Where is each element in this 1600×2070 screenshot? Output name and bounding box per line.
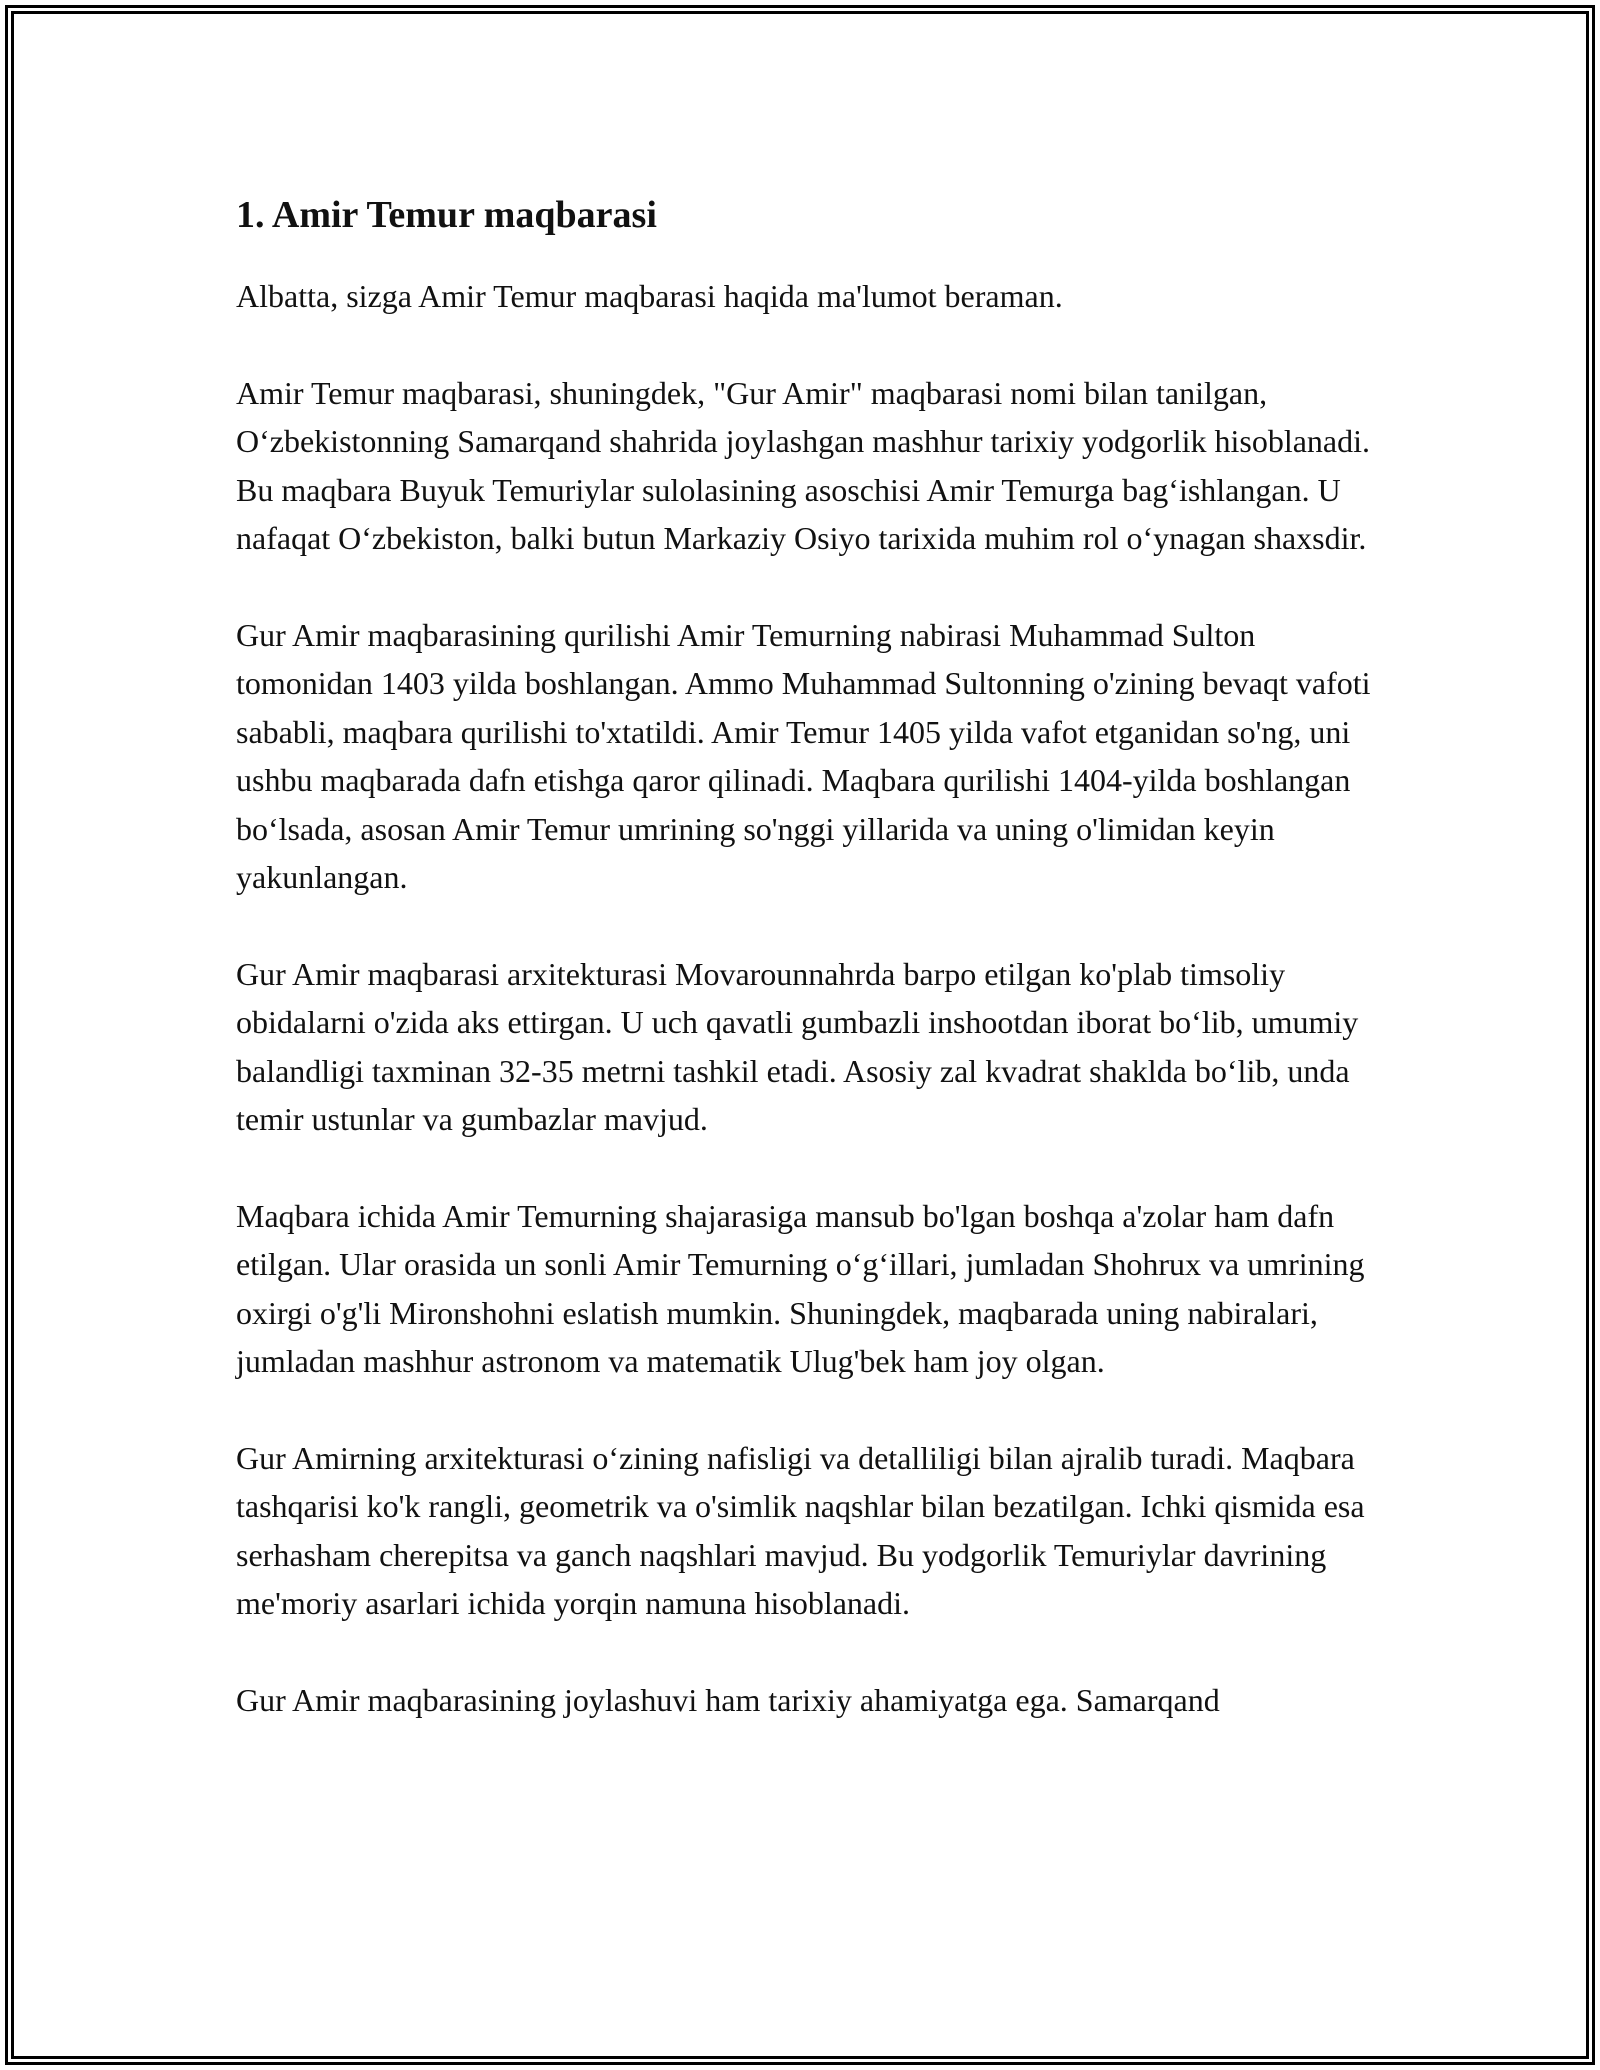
document-body: [236, 188, 1386, 1772]
paragraph-architecture: Gur Amir maqbarasi arxitekturasi Movarounnahrda barpo etilgan ko'plab timsoliy obidalarni o'zida aks ettirgan. U uch qavatli gumbazli inshootdan iborat bo‘lib, umumiy balandligi taxminan 32-35 metrni tashkil etadi. Asosiy zal kvadrat shaklda bo‘lib, unda temir ustunlar va gumbazlar mavjud.: [236, 955, 1359, 1137]
paragraph-intro: Albatta, sizga Amir Temur maqbarasi haqida ma'lumot beraman.: [236, 278, 1063, 314]
paragraph-decoration: Gur Amirning arxitekturasi o‘zining nafisligi va detalliligi bilan ajralib turadi. Maqbara tashqarisi ko'k rangli, geometrik va o'simlik naqshlar bilan bezatilgan. Ichki qismida esa serhasham cherepitsa va ganch naqshlari mavjud. Bu yodgorlik Temuriylar davrining me'moriy asarlari ichida yorqin namuna hisoblanadi.: [236, 1439, 1365, 1621]
document-heading: 1. Amir Temur maqbarasi: [236, 194, 657, 236]
paragraph-burials: Maqbara ichida Amir Temurning shajarasiga mansub bo'lgan boshqa a'zolar ham dafn etilgan. Ular orasida un sonli Amir Temurning o‘g‘illari, jumladan Shohrux va umrining oxirgi o'g'li Mironshohni eslatish mumkin. Shuningdek, maqbarada uning nabiralari, jumladan mashhur astronom va matematik Ulug'bek ham joy olgan.: [236, 1197, 1365, 1379]
paragraph-overview: Amir Temur maqbarasi, shuningdek, "Gur Amir" maqbarasi nomi bilan tanilgan, O‘zbekistonning Samarqand shahrida joylashgan mashhur tarixiy yodgorlik hisoblanadi. Bu maqbara Buyuk Temuriylar sulolasining asoschisi Amir Temurga bag‘ishlangan. U nafaqat O‘zbekiston, balki butun Markaziy Osiyo tarixida muhim rol o‘ynagan shaxsdir.: [236, 374, 1370, 556]
paragraph-location: Gur Amir maqbarasining joylashuvi ham tarixiy ahamiyatga ega. Samarqand: [236, 1681, 1220, 1718]
paragraph-construction: Gur Amir maqbarasining qurilishi Amir Temurning nabirasi Muhammad Sulton tomonidan 1403 yilda boshlangan. Ammo Muhammad Sultonning o'zining bevaqt vafoti sababli, maqbara qurilishi to'xtatildi. Amir Temur 1405 yilda vafot etganidan so'ng, uni ushbu maqbarada dafn etishga qaror qilinadi. Maqbara qurilishi 1404-yilda boshlangan bo‘lsada, asosan Amir Temur umrining so'nggi yillarida va uning o'limidan keyin yakunlangan.: [236, 616, 1371, 895]
